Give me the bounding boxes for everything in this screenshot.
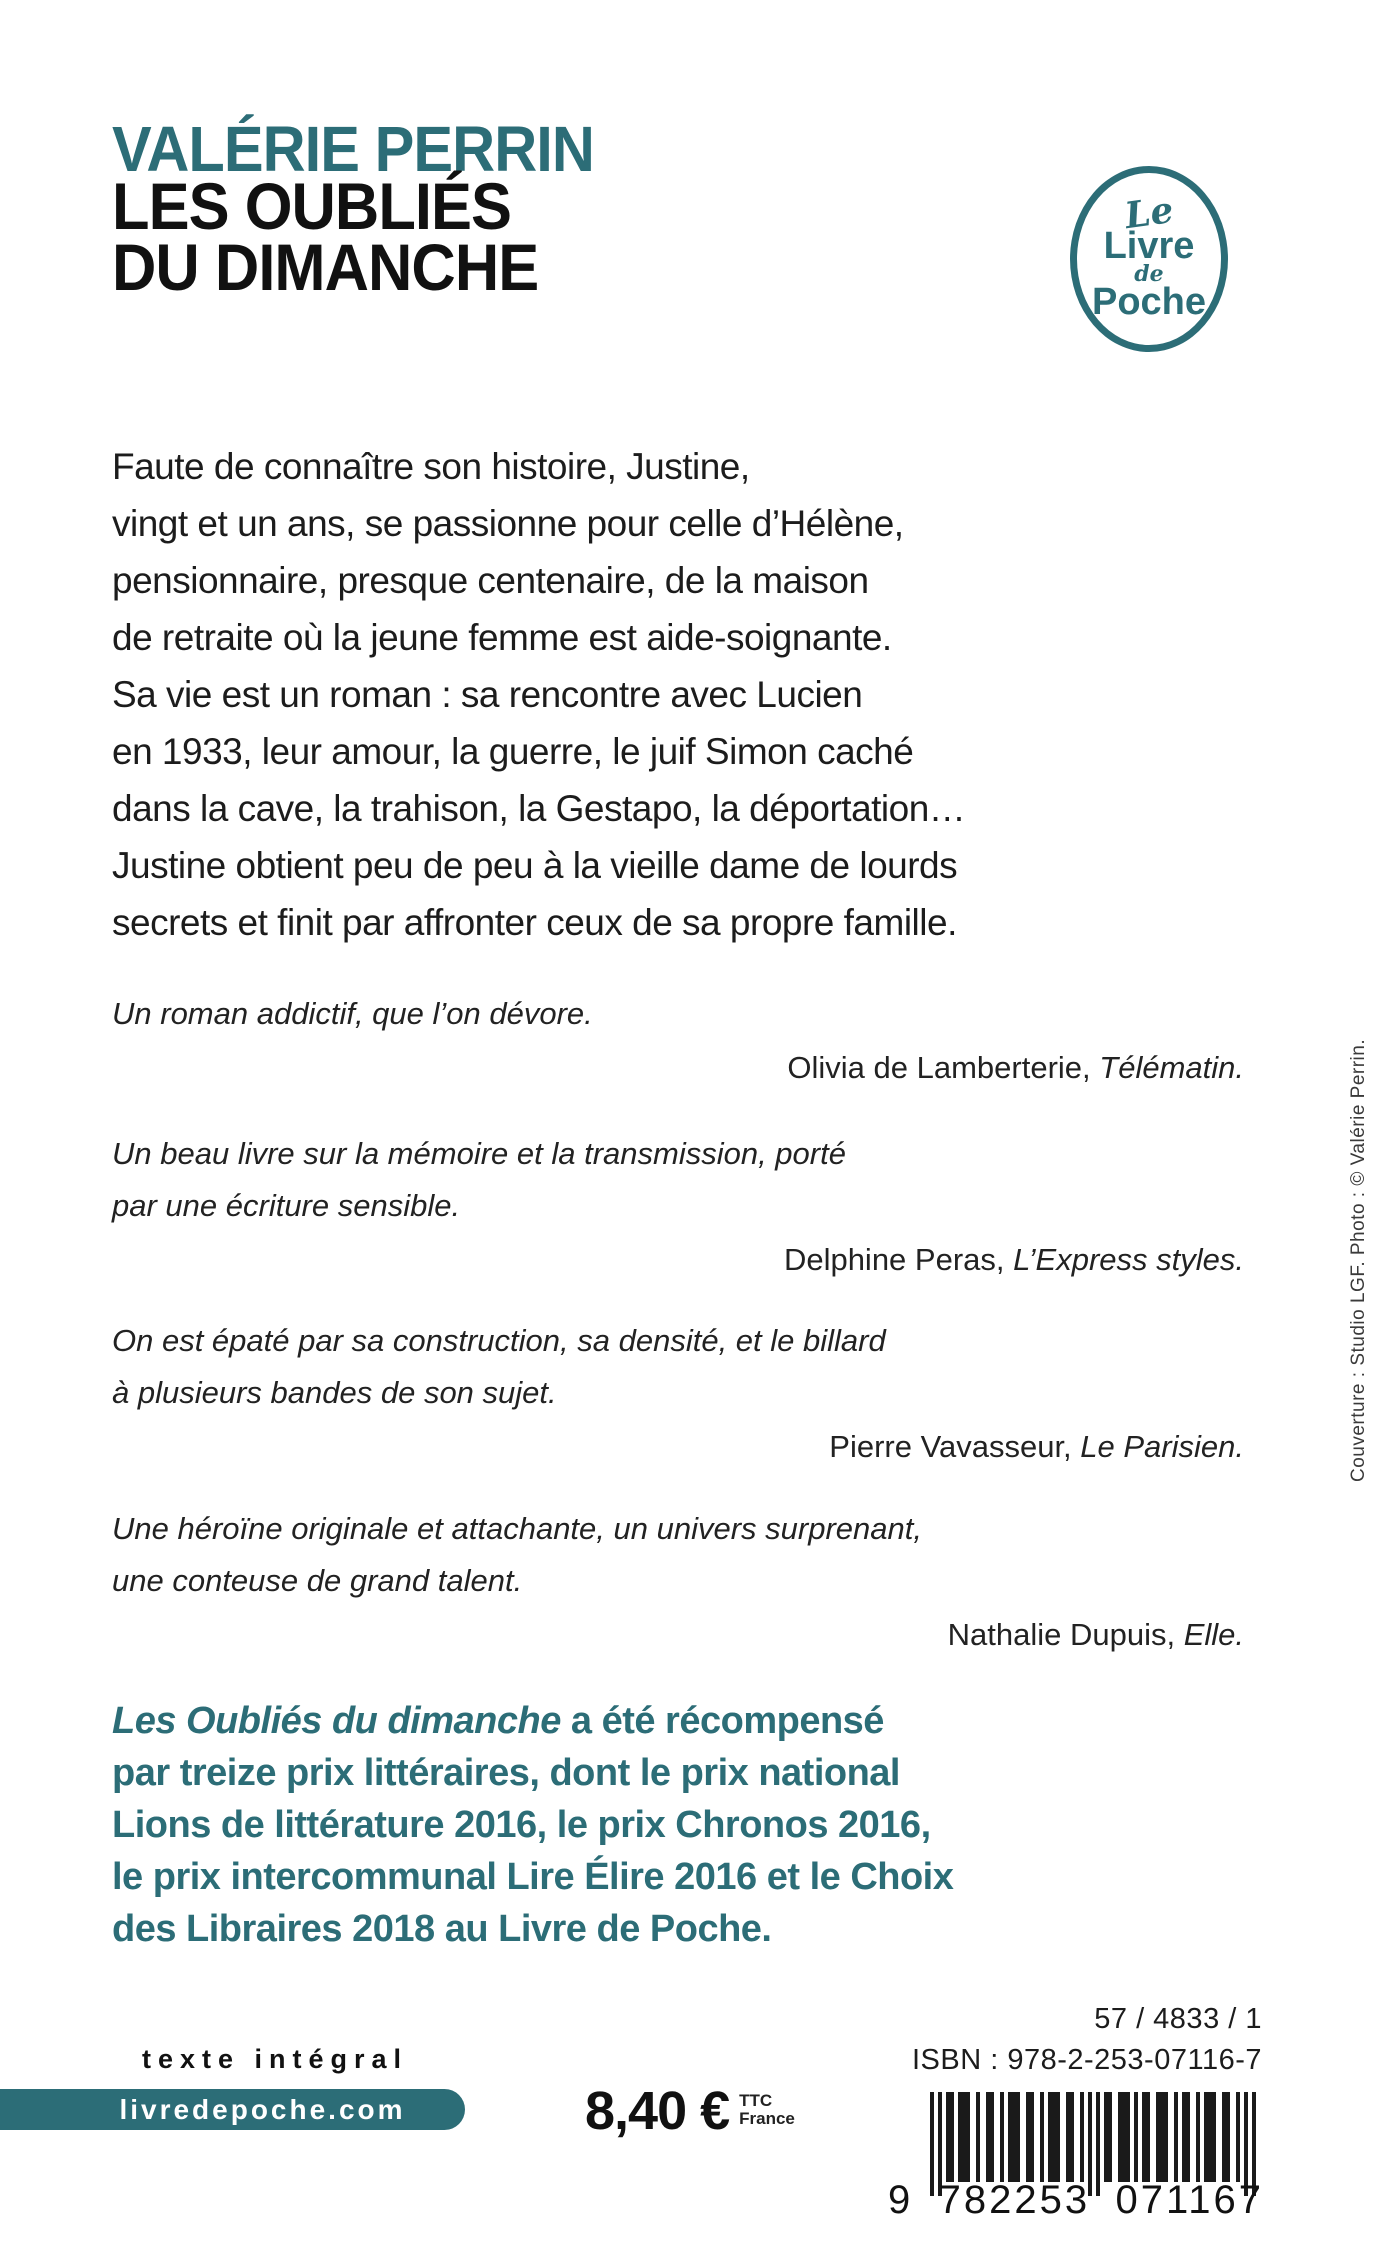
synopsis-line: vingt et un ans, se passionne pour celle d’Hélène,	[112, 503, 904, 544]
attribution-source: L’Express styles.	[1013, 1242, 1244, 1277]
awards-line1-rest: a été récompensé	[560, 1700, 884, 1742]
quote-text: à plusieurs bandes de son sujet.	[112, 1375, 557, 1410]
synopsis-line: secrets et finit par affronter ceux de sa propre famille.	[112, 902, 957, 943]
quote-text: On est épaté par sa construction, sa densité, et le billard	[112, 1323, 886, 1358]
book-title	[112, 169, 539, 304]
attribution-name: Olivia de Lamberterie,	[787, 1050, 1100, 1085]
book-title-line1: LES OUBLIÉS	[112, 169, 512, 243]
attribution-source: Télématin.	[1099, 1050, 1244, 1085]
press-quote-elle	[112, 1503, 1244, 1661]
attribution-name: Pierre Vavasseur,	[829, 1429, 1081, 1464]
awards-line: des Libraires 2018 au Livre de Poche.	[112, 1908, 772, 1950]
awards-line: par treize prix littéraires, dont le prix national	[112, 1752, 900, 1794]
press-quote-telematin	[112, 988, 1244, 1094]
quote-attribution	[112, 1609, 1244, 1661]
quote-attribution	[112, 1234, 1244, 1286]
barcode-group1: 782253	[938, 2178, 1091, 2222]
awards-line: Lions de littérature 2016, le prix Chronos 2016,	[112, 1804, 931, 1846]
livre-de-poche-logo	[1070, 166, 1228, 352]
barcode-group2: 071167	[1115, 2178, 1264, 2222]
synopsis-line: de retraite où la jeune femme est aide-soignante.	[112, 617, 892, 658]
price-country: France	[739, 2109, 795, 2128]
synopsis-line: dans la cave, la trahison, la Gestapo, la déportation…	[112, 788, 966, 829]
attribution-name: Nathalie Dupuis,	[947, 1617, 1184, 1652]
logo-poche: Poche	[1091, 281, 1207, 323]
logo-de: de	[1134, 261, 1164, 287]
texte-integral-label: texte intégral	[141, 2044, 409, 2074]
book-title-line2: DU DIMANCHE	[112, 230, 539, 304]
quote-text: Une héroïne originale et attachante, un univers surprenant,	[112, 1511, 922, 1546]
isbn: ISBN : 978-2-253-07116-7	[911, 2044, 1262, 2076]
quote-text: Un beau livre sur la mémoire et la transmission, porté	[112, 1136, 846, 1171]
logo-le: Le	[1122, 188, 1176, 238]
edition-code: 57 / 4833 / 1	[1094, 2003, 1262, 2035]
website-url: livredepoche.com	[119, 2093, 406, 2125]
awards-line	[112, 1695, 953, 1747]
synopsis-line: en 1933, leur amour, la guerre, le juif Simon caché	[112, 731, 914, 772]
press-quote-parisien	[112, 1315, 1244, 1473]
price-amount: 8,40 €	[585, 2081, 730, 2141]
press-quote-express	[112, 1128, 1244, 1286]
synopsis-line: pensionnaire, presque centenaire, de la maison	[112, 560, 869, 601]
synopsis-line: Justine obtient peu de peu à la vieille dame de lourds	[112, 845, 958, 886]
awards-line: le prix intercommunal Lire Élire 2016 et le Choix	[112, 1856, 954, 1898]
attribution-source: Elle.	[1183, 1617, 1244, 1652]
logo-livre: Livre	[1103, 225, 1195, 267]
cover-credit: Couverture : Studio LGF. Photo : © Valérie Perrin.	[1348, 1038, 1369, 1482]
price	[585, 2081, 795, 2141]
barcode-digit-lead: 9	[888, 2178, 914, 2222]
price-tax-note	[739, 2092, 795, 2128]
quote-text: une conteuse de grand talent.	[112, 1563, 523, 1598]
price-ttc: TTC	[739, 2091, 773, 2110]
awards-book-title: Les Oubliés du dimanche	[112, 1700, 561, 1742]
quote-text: par une écriture sensible.	[112, 1188, 461, 1223]
synopsis-line: Faute de connaître son histoire, Justine,	[112, 446, 750, 487]
synopsis-line: Sa vie est un roman : sa rencontre avec Lucien	[112, 674, 863, 715]
awards-paragraph	[112, 1695, 953, 1955]
attribution-source: Le Parisien.	[1080, 1429, 1244, 1464]
barcode-digits	[888, 2178, 1264, 2223]
website-banner	[0, 2089, 465, 2130]
quote-attribution	[112, 1042, 1244, 1094]
attribution-name: Delphine Peras,	[783, 1242, 1014, 1277]
synopsis	[112, 438, 965, 951]
author-name: VALÉRIE PERRIN	[112, 113, 594, 185]
quote-attribution	[112, 1421, 1244, 1473]
quote-text: Un roman addictif, que l’on dévore.	[112, 996, 593, 1031]
